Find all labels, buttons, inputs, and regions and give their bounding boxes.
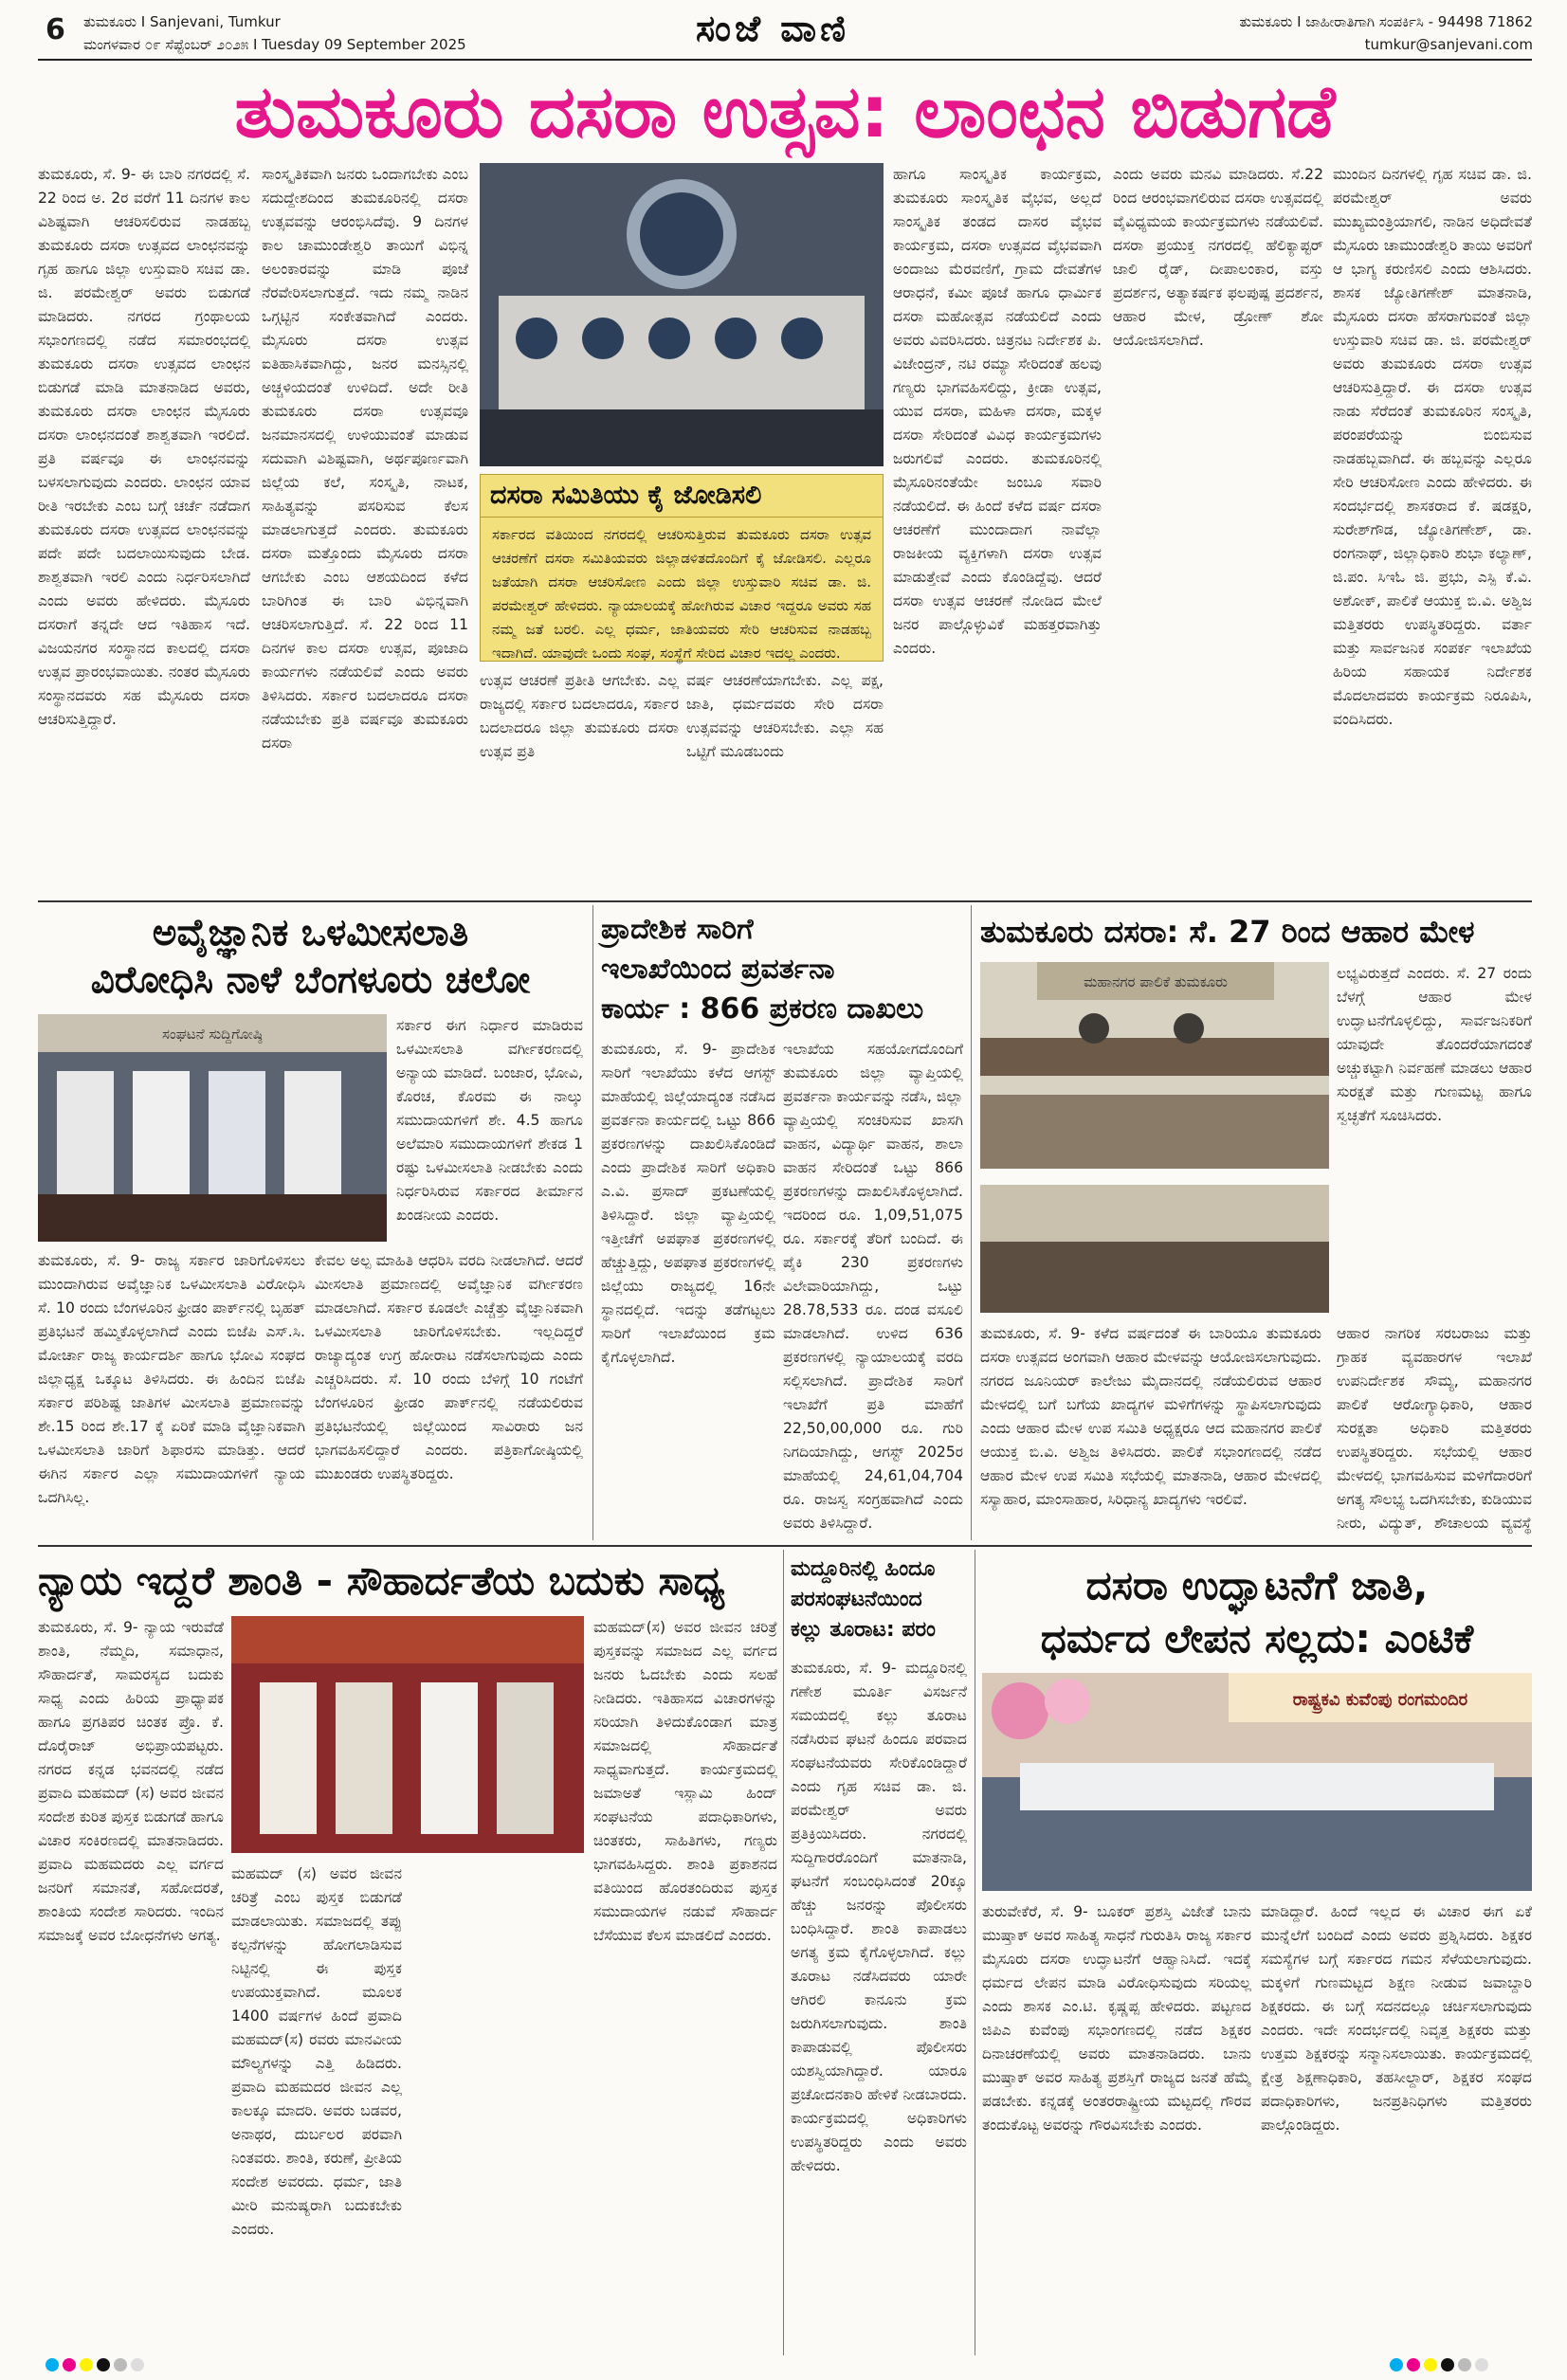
color-registration-right [1390, 2358, 1488, 2371]
story6-text: ತುಮಕೂರು, ಸೆ. 9- ಮದ್ದೂರಿನಲ್ಲಿ ಗಣೇಶ ಮೂರ್ತಿ ವಿಸರ್ಜನೆ ಸಮಯದಲ್ಲಿ ಕಲ್ಲು ತೂರಾಟ ನಡೆಸಿರುವ ಘಟನೆ ಹಿಂದೂ ಪರವಾದ ಸಂಘಟನೆಯವರು ಸೇರಿಕೊಂಡಿದ್ದಾರೆ ಎಂದು ಗೃಹ ಸಚಿವ ಡಾ. ಜಿ. ಪರಮೇಶ್ವರ್ ಅವರು ಪ್ರತಿಕ್ರಿಯಿಸಿದರು. ನಗರದಲ್ಲಿ ಸುದ್ದಿಗಾರರೊಂದಿಗೆ ಮಾತನಾಡಿ, ಘಟನೆಗೆ ಸಂಬಂಧಿಸಿದಂತೆ 20ಕ್ಕೂ ಹೆಚ್ಚು ಜನರನ್ನು ಪೊಲೀಸರು ಬಂಧಿಸಿದ್ದಾರೆ. ಶಾಂತಿ ಕಾಪಾಡಲು ಅಗತ್ಯ ಕ್ರಮ ಕೈಗೊಳ್ಳಲಾಗಿದೆ. ಕಲ್ಲು ತೂರಾಟ ನಡೆಸಿದವರು ಯಾರೇ ಆಗಿರಲಿ ಕಾನೂನು ಕ್ರಮ ಜರುಗಿಸಲಾಗುವುದು. ಶಾಂತಿ ಕಾಪಾಡುವಲ್ಲಿ ಪೊಲೀಸರು ಯಶಸ್ವಿಯಾಗಿದ್ದಾರೆ. ಯಾರೂ ಪ್ರಚೋದನಕಾರಿ ಹೇಳಿಕೆ ನೀಡಬಾರದು. ಕಾರ್ಯಕ್ರಮದಲ್ಲಿ ಅಧಿಕಾರಿಗಳು ಉಪಸ್ಥಿತರಿದ್ದರು ಎಂದು ಅವರು ಹೇಳಿದರು. [791, 1660, 967, 2174]
story6-headline [791, 1554, 971, 1645]
story5-text-mid-2 [410, 1862, 584, 2351]
story7-text-right: ಮಾಡಿದ್ದಾರೆ. ಹಿಂದೆ ಇಲ್ಲದ ಈ ವಿಚಾರ ಈಗ ಏಕೆ ಮುನ್ನೆಲೆಗೆ ಬಂದಿದೆ ಎಂದು ಅವರು ಪ್ರಶ್ನಿಸಿದರು. ಶಿಕ್ಷಕರ ಸಮಸ್ಯೆಗಳ ಬಗ್ಗೆ ಸರ್ಕಾರದ ಗಮನ ಸೆಳೆಯಲಾಗುವುದು. ಮಕ್ಕಳಿಗೆ ಗುಣಮಟ್ಟದ ಶಿಕ್ಷಣ ನೀಡುವ ಜವಾಬ್ದಾರಿ ಶಿಕ್ಷಕರದು. ಈ ಬಗ್ಗೆ ಸದನದಲ್ಲೂ ಚರ್ಚಿಸಲಾಗುವುದು ಎಂದರು. ಇದೇ ಸಂದರ್ಭದಲ್ಲಿ ನಿವೃತ್ತ ಶಿಕ್ಷಕರು ಮತ್ತು ಉತ್ತಮ ಶಿಕ್ಷಕರನ್ನು ಸನ್ಮಾನಿಸಲಾಯಿತು. ಕಾರ್ಯಕ್ರಮದಲ್ಲಿ ಕ್ಷೇತ್ರ ಶಿಕ್ಷಣಾಧಿಕಾರಿ, ತಹಸೀಲ್ದಾರ್, ಶಿಕ್ಷಕರ ಸಂಘದ ಪದಾಧಿಕಾರಿಗಳು, ಜನಪ್ರತಿನಿಧಿಗಳು ಮತ್ತಿತರರು ಪಾಲ್ಗೊಂಡಿದ್ದರು. [1261, 1903, 1532, 2134]
story7-headline-line2: ಧರ್ಮದ ಲೇಪನ ಸಲ್ಲದು: ಎಂಟಿಕೆ [1040, 1615, 1474, 1662]
story2-headline [38, 910, 583, 1005]
story4-photo [980, 962, 1329, 1169]
story6-headline-line2: ಪರಸಂಘಟನೆಯಿಂದ [791, 1588, 922, 1611]
story7-headline-line1: ದಸರಾ ಉದ್ಘಾಟನೆಗೆ ಜಾತಿ, [1085, 1562, 1429, 1608]
column-rule-3 [783, 1550, 784, 2355]
story4-headline: ತುಮಕೂರು ದಸರಾ: ಸೆ. 27 ರಿಂದ ಆಹಾರ ಮೇಳ [980, 914, 1475, 950]
date-line: ಮಂಗಳವಾರ ೦೯ ಸೆಪ್ಟೆಂಬರ್ ೨೦೨೫ I Tuesday 09 September 2025 [83, 36, 466, 53]
column-rule-1 [592, 905, 593, 1540]
story3-text-left: ತುಮಕೂರು, ಸೆ. 9- ಪ್ರಾದೇಶಿಕ ಸಾರಿಗೆ ಇಲಾಖೆಯು ಕಳೆದ ಆಗಸ್ಟ್ ಮಾಹೆಯಲ್ಲಿ ಜಿಲ್ಲೆಯಾದ್ಯಂತ ನಡೆಸಿದ ಪ್ರವರ್ತನಾ ಕಾರ್ಯದಲ್ಲಿ ಒಟ್ಟು 866 ಪ್ರಕರಣಗಳನ್ನು ದಾಖಲಿಸಿಕೊಂಡಿದೆ ಎಂದು ಪ್ರಾದೇಶಿಕ ಸಾರಿಗೆ ಅಧಿಕಾರಿ ಎ.ವಿ. ಪ್ರಸಾದ್ ಪ್ರಕಟಣೆಯಲ್ಲಿ ತಿಳಿಸಿದ್ದಾರೆ. ಜಿಲ್ಲಾ ವ್ಯಾಪ್ತಿಯಲ್ಲಿ ಇತ್ತೀಚೆಗೆ ಅಪಘಾತ ಪ್ರಕರಣಗಳಲ್ಲಿ ಹೆಚ್ಚುತ್ತಿದ್ದು, ಅಪಘಾತ ಪ್ರಕರಣಗಳಲ್ಲಿ ಜಿಲ್ಲೆಯು ರಾಜ್ಯದಲ್ಲಿ 16ನೇ ಸ್ಥಾನದಲ್ಲಿದೆ. ಇದನ್ನು ತಡೆಗಟ್ಟಲು ಸಾರಿಗೆ ಇಲಾಖೆಯಿಂದ ಕ್ರಮ ಕೈಗೊಳ್ಳಲಾಗಿದೆ. [601, 1041, 775, 1366]
story6-headline-line3: ಕಲ್ಲು ತೂರಾಟ: ಪರಂ [791, 1618, 936, 1642]
story4-text-right: ಆಹಾರ ನಾಗರಿಕ ಸರಬರಾಜು ಮತ್ತು ಗ್ರಾಹಕ ವ್ಯವಹಾರಗಳ ಇಲಾಖೆ ಉಪನಿರ್ದೇಶಕ ಸೌಮ್ಯ, ಮಹಾನಗರ ಪಾಲಿಕೆ ಆರೋಗ್ಯಾಧಿಕಾರಿ, ಆಹಾರ ಸುರಕ್ಷತಾ ಅಧಿಕಾರಿ ಮತ್ತಿತರರು ಉಪಸ್ಥಿತರಿದ್ದರು. ಸಭೆಯಲ್ಲಿ ಆಹಾರ ಮೇಳದಲ್ಲಿ ಭಾಗವಹಿಸುವ ಮಳಿಗೆದಾರರಿಗೆ ಅಗತ್ಯ ಸೌಲಭ್ಯ ಒದಗಿಸಬೇಕು, ಕುಡಿಯುವ ನೀರು, ವಿದ್ಯುತ್, ಶೌಚಾಲಯ ವ್ಯವಸ್ಥೆ [1337, 1325, 1532, 1532]
held-logo-2 [582, 318, 624, 359]
committee-meeting-photo [980, 1185, 1329, 1313]
story2-text-mid: ಕೇವಲ ಅಲ್ಪ ಮಾಹಿತಿ ಆಧರಿಸಿ ವರದಿ ನೀಡಲಾಗಿದೆ. ಆದರೆ ಮೀಸಲಾತಿ ಪ್ರಮಾಣದಲ್ಲಿ ಅವೈಜ್ಞಾನಿಕ ವರ್ಗೀಕರಣ ಮಾಡಲಾಗಿದೆ. ಸರ್ಕಾರ ಕೂಡಲೇ ಎಚ್ಚೆತ್ತು ವೈಜ್ಞಾನಿಕವಾಗಿ ಒಳಮೀಸಲಾತಿ ಜಾರಿಗೊಳಿಸಬೇಕು. ಇಲ್ಲದಿದ್ದರೆ ರಾಜ್ಯಾದ್ಯಂತ ಉಗ್ರ ಹೋರಾಟ ನಡೆಸಲಾಗುವುದು ಎಂದು ಎಚ್ಚರಿಸಿದರು. ಸೆ. 10 ರಂದು ಬೆಳಿಗ್ಗೆ 10 ಗಂಟೆಗೆ ಬೆಂಗಳೂರಿನ ಫ್ರೀಡಂ ಪಾರ್ಕ್‍ನಲ್ಲಿ ನಡೆಯಲಿರುವ ಪ್ರತಿಭಟನೆಯಲ್ಲಿ ಜಿಲ್ಲೆಯಿಂದ ಸಾವಿರಾರು ಜನ ಭಾಗವಹಿಸಲಿದ್ದಾರೆ ಎಂದರು. ಪತ್ರಿಕಾಗೋಷ್ಠಿಯಲ್ಲಿ ಮುಖಂಡರು ಉಪಸ್ಥಿತರಿದ್ದರು. [315, 1252, 583, 1482]
story3-headline-line1: ಪ್ರಾದೇಶಿಕ ಸಾರಿಗೆ [601, 913, 754, 946]
held-logo-1 [516, 318, 557, 359]
story4-photo-banner: ಮಹಾನಗರ ಪಾಲಿಕೆ ತುಮಕೂರು [1084, 973, 1228, 990]
story4-text-top: ಲಭ್ಯವಿರುತ್ತದೆ ಎಂದರು. ಸೆ. 27 ರಂದು ಬೆಳಗ್ಗೆ ಆಹಾರ ಮೇಳ ಉದ್ಘಾಟನೆಗೊಳ್ಳಲಿದ್ದು, ಸಾರ್ವಜನಿಕರಿಗೆ ಯಾವುದೇ ತೊಂದರೆಯಾಗದಂತೆ ಅಚ್ಚುಕಟ್ಟಾಗಿ ನಿರ್ವಹಣೆ ಮಾಡಲು ಆಹಾರ ಸುರಕ್ಷತೆ ಮತ್ತು ಗುಣಮಟ್ಟ ಹಾಗೂ ಸ್ವಚ್ಛತೆಗೆ ಸೂಚಿಸಿದರು. [1337, 965, 1532, 1124]
story3-headline-line2: ಇಲಾಖೆಯಿಂದ ಪ್ರವರ್ತನಾ [601, 953, 835, 986]
story6-headline-line1: ಮದ್ದೂರಿನಲ್ಲಿ ಹಿಂದೂ [791, 1557, 936, 1581]
column-rule-2 [971, 905, 972, 1540]
story3-headline [601, 910, 965, 1029]
story7-photo-banner: ರಾಷ್ಟ್ರಕವಿ ಕುವೆಂಪು ರಂಗಮಂದಿರ [1292, 1690, 1468, 1710]
edition-line: ತುಮಕೂರು I Sanjevani, Tumkur [83, 13, 281, 30]
story4-photo-2 [980, 1185, 1329, 1313]
color-registration-left [46, 2358, 144, 2371]
newspaper-logo: ಸಂಜೆ ವಾಣಿ [695, 8, 849, 49]
book-release-photo [231, 1616, 584, 1853]
story7-text-left: ತುರುವೇಕೆರೆ, ಸೆ. 9- ಬೂಕರ್ ಪ್ರಶಸ್ತಿ ವಿಜೇತೆ ಬಾನು ಮುಷ್ತಾಕ್ ಅವರ ಸಾಹಿತ್ಯ ಸಾಧನೆ ಗುರುತಿಸಿ ರಾಜ್ಯ ಸರ್ಕಾರ ಮೈಸೂರು ದಸರಾ ಉದ್ಘಾಟನೆಗೆ ಆಹ್ವಾನಿಸಿದೆ. ಇದಕ್ಕೆ ಧರ್ಮದ ಲೇಪನ ಮಾಡಿ ವಿರೋಧಿಸುವುದು ಸರಿಯಲ್ಲ ಎಂದು ಶಾಸಕ ಎಂ.ಟಿ. ಕೃಷ್ಣಪ್ಪ ಹೇಳಿದರು. ಪಟ್ಟಣದ ಜಿಪಿಎ ಕುವೆಂಪು ಸಭಾಂಗಣದಲ್ಲಿ ನಡೆದ ಶಿಕ್ಷಕರ ದಿನಾಚರಣೆಯಲ್ಲಿ ಅವರು ಮಾತನಾಡಿದರು. ಬಾನು ಮುಷ್ತಾಕ್ ಅವರ ಸಾಹಿತ್ಯ ಪ್ರಶಸ್ತಿಗೆ ರಾಜ್ಯದ ಜನತೆ ಹೆಮ್ಮೆ ಪಡಬೇಕು. ಕನ್ನಡಕ್ಕೆ ಅಂತರರಾಷ್ಟ್ರೀಯ ಮಟ್ಟದಲ್ಲಿ ಗೌರವ ತಂದುಕೊಟ್ಟ ಅವರನ್ನು ಗೌರವಿಸಬೇಕು ಎಂದರು. [982, 1903, 1251, 2134]
held-logo-5 [781, 318, 823, 359]
story2-photo [38, 1014, 387, 1242]
main-story-col1: ತುಮಕೂರು, ಸೆ. 9- ಈ ಬಾರಿ ನಗರದಲ್ಲಿ ಸೆ. 22 ರಿಂದ ಅ. 2ರ ವರೆಗೆ 11 ದಿನಗಳ ಕಾಲ ವಿಶಿಷ್ಟವಾಗಿ ಆಚರಿಸಲಿರುವ ನಾಡಹಬ್ಬ ತುಮಕೂರು ದಸರಾ ಉತ್ಸವದ ಲಾಂಛನವನ್ನು ಗೃಹ ಹಾಗೂ ಜಿಲ್ಲಾ ಉಸ್ತುವಾರಿ ಸಚಿವ ಡಾ. ಜಿ. ಪರಮೇಶ್ವರ್ ಅವರು ಬಿಡುಗಡೆ ಮಾಡಿದರು. ನಗರದ ಗ್ರಂಥಾಲಯ ಸಭಾಂಗಣದಲ್ಲಿ ನಡೆದ ಸಮಾರಂಭದಲ್ಲಿ ತುಮಕೂರು ದಸರಾ ಉತ್ಸವದ ಲಾಂಛನ ಬಿಡುಗಡೆ ಮಾಡಿ ಮಾತನಾಡಿದ ಅವರು, ತುಮಕೂರು ದಸರಾ ಲಾಂಛನ ಮೈಸೂರು ದಸರಾ ಲಾಂಛನದಂತೆ ಶಾಶ್ವತವಾಗಿ ಇರಲಿದೆ. ಪ್ರತಿ ವರ್ಷವೂ ಈ ಲಾಂಛನವನ್ನು ಬಳಸಲಾಗುವುದು ಎಂದರು. ಲಾಂಛನ ಯಾವ ರೀತಿ ಇರಬೇಕು ಎಂಬ ಬಗ್ಗೆ ಚರ್ಚೆ ನಡೆದಾಗ ತುಮಕೂರು ದಸರಾ ಉತ್ಸವದ ಲಾಂಛನವನ್ನು ಪದೇ ಪದೇ ಬದಲಾಯಿಸುವುದು ಬೇಡ. ಶಾಶ್ವತವಾಗಿ ಇರಲಿ ಎಂದು ನಿರ್ಧರಿಸಲಾಗಿದೆ ಎಂದು ಅವರು ಹೇಳಿದರು. ಮೈಸೂರು ದಸರಾಗೆ ತನ್ನದೇ ಆದ ಇತಿಹಾಸ ಇದೆ. ವಿಜಯನಗರ ಸಂಸ್ಥಾನದ ಕಾಲದಲ್ಲಿ ದಸರಾ ಉತ್ಸವ ಪ್ರಾರಂಭವಾಯಿತು. ನಂತರ ಮೈಸೂರು ಸಂಸ್ಥಾನದವರು ಸಹ ಮೈಸೂರು ದಸರಾ ಆಚರಿಸುತ್ತಿದ್ದಾರೆ. [38, 166, 250, 728]
contact-line: ತುಮಕೂರು I ಜಾಹೀರಾತಿಗಾಗಿ ಸಂಪರ್ಕಿಸಿ - 94498 71862 [1239, 13, 1533, 30]
story2-photo-banner: ಸಂಘಟನೆ ಸುದ್ದಿಗೋಷ್ಠಿ [162, 1026, 263, 1043]
main-story-bottom-col3: ವರ್ಷ ಆಚರಣೆಯಾಗಬೇಕು. ಎಲ್ಲ ಪಕ್ಷ, ಜಾತಿ, ಧರ್ಮದವರು ಸೇರಿ ದಸರಾ ಉತ್ಸವವನ್ನು ಆಚರಿಸಬೇಕು. ಎಲ್ಲಾ ಸಹ ಒಟ್ಟಿಗೆ ಮೂಡಬಂದು [686, 672, 884, 760]
story7-headline [982, 1559, 1532, 1665]
held-logo-3 [648, 318, 690, 359]
main-story-col2: ಸಾಂಸ್ಕೃತಿಕವಾಗಿ ಜನರು ಒಂದಾಗಬೇಕು ಎಂಬ ಸದುದ್ದೇಶದಿಂದ ತುಮಕೂರಿನಲ್ಲಿ ದಸರಾ ಉತ್ಸವವನ್ನು ಆರಂಭಿಸಿದೆವು. 9 ದಿನಗಳ ಕಾಲ ಚಾಮುಂಡೇಶ್ವರಿ ತಾಯಿಗೆ ವಿಭಿನ್ನ ಅಲಂಕಾರವನ್ನು ಮಾಡಿ ಪೂಜೆ ನೆರವೇರಿಸಲಾಗುತ್ತದೆ. ಇದು ನಮ್ಮ ನಾಡಿನ ಒಗ್ಗಟ್ಟಿನ ಸಂಕೇತವಾಗಿದೆ ಎಂದರು. ಮೈಸೂರು ದಸರಾ ಉತ್ಸವ ಐತಿಹಾಸಿಕವಾಗಿದ್ದು, ಜನರ ಮನಸ್ಸಿನಲ್ಲಿ ಅಚ್ಚಳಿಯದಂತೆ ಉಳಿದಿದೆ. ಅದೇ ರೀತಿ ತುಮಕೂರು ದಸರಾ ಉತ್ಸವವೂ ಜನಮಾನಸದಲ್ಲಿ ಉಳಿಯುವಂತೆ ಮಾಡುವ ಸದುವಾಗಿ ವಿಶಿಷ್ಟವಾಗಿ, ಅರ್ಥಪೂರ್ಣವಾಗಿ ಜಿಲ್ಲೆಯ ಕಲೆ, ಸಂಸ್ಕೃತಿ, ನಾಟಕ, ಸಾಹಿತ್ಯವನ್ನು ಪಸರಿಸುವ ಕೆಲಸ ಮಾಡಲಾಗುತ್ತದೆ ಎಂದರು. ತುಮಕೂರು ದಸರಾ ಮತ್ತೊಂದು ಮೈಸೂರು ದಸರಾ ಆಗಬೇಕು ಎಂಬ ಆಶಯದಿಂದ ಕಳೆದ ಬಾರಿಗಿಂತ ಈ ಬಾರಿ ವಿಭಿನ್ನವಾಗಿ ಆಚರಿಸಲಾಗುತ್ತಿದೆ. ಸೆ. 22 ರಿಂದ 11 ದಿನಗಳ ಕಾಲ ದಸರಾ ಉತ್ಸವ, ಪೂಜಾದಿ ಕಾರ್ಯಗಳು ನಡೆಯಲಿವೆ ಎಂದು ಅವರು ತಿಳಿಸಿದರು. ಸರ್ಕಾರ ಬದಲಾದರೂ ದಸರಾ ನಡೆಯಬೇಕು ಪ್ರತಿ ವರ್ಷವೂ ತುಮಕೂರು ದಸರಾ [262, 166, 468, 752]
story7-photo [982, 1673, 1532, 1891]
page-number: 6 [46, 13, 65, 46]
main-headline: ತುಮಕೂರು ದಸರಾ ಉತ್ಸವ: ಲಾಂಛನ ಬಿಡುಗಡೆ [234, 69, 1336, 154]
main-story-col4: ಮುಂದಿನ ದಿನಗಳಲ್ಲಿ ಗೃಹ ಸಚಿವ ಡಾ. ಜಿ. ಪರಮೇಶ್ವರ್ ಅವರು ಮುಖ್ಯಮಂತ್ರಿಯಾಗಲಿ, ನಾಡಿನ ಅಧಿದೇವತೆ ಮೈಸೂರು ಚಾಮುಂಡೇಶ್ವರಿ ತಾಯಿ ಅವರಿಗೆ ಆ ಭಾಗ್ಯ ಕರುಣಿಸಲಿ ಎಂದು ಆಶಿಸಿದರು. ಶಾಸಕ ಜ್ಯೋತಿಗಣೇಶ್ ಮಾತನಾಡಿ, ಮೈಸೂರು ದಸರಾ ಹೆಸರಾಗುವಂತೆ ಜಿಲ್ಲಾ ಉಸ್ತುವಾರಿ ಸಚಿವ ಡಾ. ಜಿ. ಪರಮೇಶ್ವರ್ ಅವರು ತುಮಕೂರು ದಸರಾ ಉತ್ಸವ ಆಚರಿಸುತ್ತಿದ್ದಾರೆ. ಈ ದಸರಾ ಉತ್ಸವ ನಾಡು ಸೆರೆದಂತೆ ತುಮಕೂರಿನ ಸಂಸ್ಕೃತಿ, ಪರಂಪರೆಯನ್ನು ಬಿಂಬಿಸುವ ನಾಡಹಬ್ಬವಾಗಿದೆ. ಈ ಹಬ್ಬವನ್ನು ಎಲ್ಲರೂ ಸೇರಿ ಆಚರಿಸೋಣ ಎಂದು ಹೇಳಿದರು. ಈ ಸಂದರ್ಭದಲ್ಲಿ ಶಾಸಕರಾದ ಕೆ. ಷಡಕ್ಷರಿ, ಸುರೇಶ್‍ಗೌಡ, ಜ್ಯೋತಿಗಣೇಶ್, ಡಾ. ರಂಗನಾಥ್, ಜಿಲ್ಲಾಧಿಕಾರಿ ಶುಭಾ ಕಲ್ಯಾಣ್, ಜಿ.ಪಂ. ಸಿಇಓ ಜಿ. ಪ್ರಭು, ಎಸ್ಪಿ ಕೆ.ವಿ. ಅಶೋಕ್, ಪಾಲಿಕೆ ಆಯುಕ್ತ ಬಿ.ವಿ. ಅಶ್ವಿಜ ಮತ್ತಿತರರು ಉಪಸ್ಥಿತರಿದ್ದರು. ವರ್ತಾ ಮತ್ತು ಸಾರ್ವಜನಿಕ ಸಂಪರ್ಕ ಇಲಾಖೆಯ ಹಿರಿಯ ಸಹಾಯಕ ನಿರ್ದೇಶಕ ಮೊದಲಾದವರು ಕಾರ್ಯಕ್ರಮ ನಿರೂಪಿಸಿ, ವಂದಿಸಿದರು. [1333, 166, 1532, 728]
held-logo-4 [715, 318, 756, 359]
teachers-day-photo [982, 1673, 1532, 1891]
story2-headline-line2: ವಿರೋಧಿಸಿ ನಾಳೆ ಬೆಂಗಳೂರು ಚಲೋ [90, 959, 531, 1002]
story5-text-mid: ಮಹಮದ್ (ಸ) ಅವರ ಜೀವನ ಚರಿತ್ರೆ ಎಂಬ ಪುಸ್ತಕ ಬಿಡುಗಡೆ ಮಾಡಲಾಯಿತು. ಸಮಾಜದಲ್ಲಿ ತಪ್ಪು ಕಲ್ಪನೆಗಳನ್ನು ಹೋಗಲಾಡಿಸುವ ನಿಟ್ಟಿನಲ್ಲಿ ಈ ಪುಸ್ತಕ ಉಪಯುಕ್ತವಾಗಿದೆ. ಮೂಲಕ 1400 ವರ್ಷಗಳ ಹಿಂದೆ ಪ್ರವಾದಿ ಮಹಮದ್(ಸ) ರವರು ಮಾನವೀಯ ಮೌಲ್ಯಗಳನ್ನು ಎತ್ತಿ ಹಿಡಿದರು. ಪ್ರವಾದಿ ಮಹಮದರ ಜೀವನ ಎಲ್ಲ ಕಾಲಕ್ಕೂ ಮಾದರಿ. ಅವರು ಬಡವರ, ಅನಾಥರ, ದುರ್ಬಲರ ಪರವಾಗಿ ನಿಂತವರು. ಶಾಂತಿ, ಕರುಣೆ, ಪ್ರೀತಿಯ ಸಂದೇಶ ಅವರದು. ಧರ್ಮ, ಜಾತಿ ಮೀರಿ ಮನುಷ್ಯರಾಗಿ ಬದುಕಬೇಕು ಎಂದರು. [231, 1865, 402, 2238]
story5-text-left: ತುಮಕೂರು, ಸೆ. 9- ನ್ಯಾಯ ಇರುವೆಡೆ ಶಾಂತಿ, ನೆಮ್ಮದಿ, ಸಮಾಧಾನ, ಸೌಹಾರ್ದತೆ, ಸಾಮರಸ್ಯದ ಬದುಕು ಸಾಧ್ಯ ಎಂದು ಹಿರಿಯ ಪ್ರಾಧ್ಯಾಪಕ ಹಾಗೂ ಪ್ರಗತಿಪರ ಚಿಂತಕ ಪ್ರೊ. ಕೆ. ದೊರೈರಾಜ್ ಅಭಿಪ್ರಾಯಪಟ್ಟರು. ನಗರದ ಕನ್ನಡ ಭವನದಲ್ಲಿ ನಡೆದ ಪ್ರವಾದಿ ಮಹಮದ್ (ಸ) ಅವರ ಜೀವನ ಸಂದೇಶ ಕುರಿತ ಪುಸ್ತಕ ಬಿಡುಗಡೆ ಹಾಗೂ ವಿಚಾರ ಸಂಕಿರಣದಲ್ಲಿ ಮಾತನಾಡಿದರು. ಪ್ರವಾದಿ ಮಹಮದರು ಎಲ್ಲ ವರ್ಗದ ಜನರಿಗೆ ಸಮಾನತೆ, ಸಹೋದರತೆ, ಶಾಂತಿಯ ಸಂದೇಶ ಸಾರಿದರು. ಇಂದಿನ ಸಮಾಜಕ್ಕೆ ಅವರ ಬೋಧನೆಗಳು ಅಗತ್ಯ. [38, 1619, 224, 1944]
main-story-bottom-col4: ಎಂದು ಅವರು ಮನವಿ ಮಾಡಿದರು. ಸೆ.22 ರಿಂದ ಆರಂಭವಾಗಲಿರುವ ದಸರಾ ಉತ್ಸವದಲ್ಲಿ ವೈವಿಧ್ಯಮಯ ಕಾರ್ಯಕ್ರಮಗಳು ನಡೆಯಲಿವೆ. ದಸರಾ ಪ್ರಯುಕ್ತ ನಗರದಲ್ಲಿ ಹೆಲಿಕ್ಯಾಪ್ಟರ್ ಜಾಲಿ ರೈಡ್, ದೀಪಾಲಂಕಾರ, ವಸ್ತು ಪ್ರದರ್ಶನ, ಅತ್ಯಾಕರ್ಷಕ ಫಲಪುಷ್ಪ ಪ್ರದರ್ಶನ, ಆಹಾರ ಮೇಳ, ಡ್ರೋಣ್ ಶೋ ಆಯೋಜಿಸಲಾಗಿದೆ. [1113, 166, 1323, 349]
caption-title: ದಸರಾ ಸಮಿತಿಯು ಕೈ ಜೋಡಿಸಲಿ [481, 475, 883, 518]
story5-text-right: ಮಹಮದ್(ಸ) ಅವರ ಜೀವನ ಚರಿತ್ರೆ ಪುಸ್ತಕವನ್ನು ಸಮಾಜದ ಎಲ್ಲ ವರ್ಗದ ಜನರು ಓದಬೇಕು ಎಂದು ಸಲಹೆ ನೀಡಿದರು. ಇತಿಹಾಸದ ವಿಚಾರಗಳನ್ನು ಸರಿಯಾಗಿ ತಿಳಿದುಕೊಂಡಾಗ ಮಾತ್ರ ಸಮಾಜದಲ್ಲಿ ಸೌಹಾರ್ದತೆ ಸಾಧ್ಯವಾಗುತ್ತದೆ. ಕಾರ್ಯಕ್ರಮದಲ್ಲಿ ಜಮಾಅತೆ ಇಸ್ಲಾಮಿ ಹಿಂದ್ ಸಂಘಟನೆಯ ಪದಾಧಿಕಾರಿಗಳು, ಚಿಂತಕರು, ಸಾಹಿತಿಗಳು, ಗಣ್ಯರು ಭಾಗವಹಿಸಿದ್ದರು. ಶಾಂತಿ ಪ್ರಕಾಶನದ ವತಿಯಿಂದ ಹೊರತಂದಿರುವ ಪುಸ್ತಕ ಸಮುದಾಯಗಳ ನಡುವೆ ಸೌಹಾರ್ದ ಬೆಸೆಯುವ ಕೆಲಸ ಮಾಡಲಿದೆ ಎಂದರು. [593, 1619, 777, 1944]
story2-text-right: ಸರ್ಕಾರ ಈಗ ನಿರ್ಧಾರ ಮಾಡಿರುವ ಒಳಮೀಸಲಾತಿ ವರ್ಗೀಕರಣದಲ್ಲಿ ಅನ್ಯಾಯ ಮಾಡಿದೆ. ಬಂಜಾರ, ಭೋವಿ, ಕೊರಚ, ಕೊರಮ ಈ ನಾಲ್ಕು ಸಮುದಾಯಗಳಿಗೆ ಶೇ. 4.5 ಹಾಗೂ ಅಲೆಮಾರಿ ಸಮುದಾಯಗಳಿಗೆ ಶೇಕಡ 1 ರಷ್ಟು ಒಳಮೀಸಲಾತಿ ನೀಡಬೇಕು ಎಂದು ನಿರ್ಧರಿಸಿರುವ ಸರ್ಕಾರದ ತೀರ್ಮಾನ ಖಂಡನೀಯ ಎಂದರು. [396, 1017, 583, 1224]
main-photo [480, 163, 884, 466]
story3-text-right: ಇಲಾಖೆಯ ಸಹಯೋಗದೊಂದಿಗೆ ತುಮಕೂರು ಜಿಲ್ಲಾ ವ್ಯಾಪ್ತಿಯಲ್ಲಿ ಪ್ರವರ್ತನಾ ಕಾರ್ಯವನ್ನು ನಡೆಸಿ, ಜಿಲ್ಲಾ ವ್ಯಾಪ್ತಿಯಲ್ಲಿ ಸಂಚರಿಸುವ ಖಾಸಗಿ ವಾಹನ, ವಿದ್ಯಾರ್ಥಿ ವಾಹನ, ಶಾಲಾ ವಾಹನ ಸೇರಿದಂತೆ ಒಟ್ಟು 866 ಪ್ರಕರಣಗಳನ್ನು ದಾಖಲಿಸಿಕೊಳ್ಳಲಾಗಿದೆ. ಇದರಿಂದ ರೂ. 1,09,51,075 ರೂ. ಸರ್ಕಾರಕ್ಕೆ ತೆರಿಗೆ ಬಂದಿದೆ. ಈ ಪೈಕಿ 230 ಪ್ರಕರಣಗಳು ವಿಲೇವಾರಿಯಾಗಿದ್ದು, ಒಟ್ಟು 28.78,533 ರೂ. ದಂಡ ವಸೂಲಿ ಮಾಡಲಾಗಿದೆ. ಉಳಿದ 636 ಪ್ರಕರಣಗಳಲ್ಲಿ ನ್ಯಾಯಾಲಯಕ್ಕೆ ವರದಿ ಸಲ್ಲಿಸಲಾಗಿದೆ. ಪ್ರಾದೇಶಿಕ ಸಾರಿಗೆ ಇಲಾಖೆಗೆ ಪ್ರತಿ ಮಾಹೆಗೆ 22,50,00,000 ರೂ. ಗುರಿ ನಿಗದಿಯಾಗಿದ್ದು, ಆಗಸ್ಟ್ 2025ರ ಮಾಹೆಯಲ್ಲಿ 24,61,04,704 ರೂ. ರಾಜಸ್ವ ಸಂಗ್ರಹವಾಗಿದೆ ಎಂದು ಅವರು ತಿಳಿಸಿದ್ದಾರೆ. [783, 1041, 963, 1532]
story5-photo [231, 1616, 584, 1853]
story3-headline-line3: ಕಾರ್ಯ : 866 ಪ್ರಕರಣ ದಾಖಲು [601, 992, 924, 1026]
main-story-col3: ಹಾಗೂ ಸಾಂಸ್ಕೃತಿಕ ಕಾರ್ಯಕ್ರಮ, ತುಮಕೂರು ಸಾಂಸ್ಕೃತಿಕ ವೈಭವ, ಅಲ್ಲದೆ ಸಾಂಸ್ಕೃತಿಕ ತಂಡದ ದಾಸರ ವೈಭವ ಕಾರ್ಯಕ್ರಮ, ದಸರಾ ಉತ್ಸವದ ವೈಭವವಾಗಿ ಅಂದಾಜು ಮೆರವಣಿಗೆ, ಗ್ರಾಮ ದೇವತೆಗಳ ಆರಾಧನೆ, ಕಮೀ ಪೂಜೆ ಹಾಗೂ ಧಾರ್ಮಿಕ ದಸರಾ ಮಹೋತ್ಸವ ನಡೆಯಲಿದೆ ಎಂದು ಅವರು ವಿವರಿಸಿದರು. ಚಿತ್ರನಟ ನಿರ್ದೇಶಕ ಪಿ. ವಿಜೇಂದ್ರನ್, ನಟಿ ರಮ್ಯಾ ಸೇರಿದಂತೆ ಹಲವು ಗಣ್ಯರು ಭಾಗವಹಿಸಲಿದ್ದು, ಕ್ರೀಡಾ ಉತ್ಸವ, ಯುವ ದಸರಾ, ಮಹಿಳಾ ದಸರಾ, ಮಕ್ಕಳ ದಸರಾ ಸೇರಿದಂತೆ ವಿವಿಧ ಕಾರ್ಯಕ್ರಮಗಳು ಜರುಗಲಿವೆ ಎಂದರು. ತುಮಕೂರಿನಲ್ಲಿ ಮೈಸೂರಿನಂತೆಯೇ ಜಂಬೂ ಸವಾರಿ ನಡೆಯಲಿದೆ. ಈ ಹಿಂದೆ ಕಳೆದ ವರ್ಷ ದಸರಾ ಆಚರಣೆಗೆ ಮುಂದಾದಾಗ ನಾವೆಲ್ಲಾ ರಾಜಕೀಯ ವ್ಯಕ್ತಿಗಳಾಗಿ ದಸರಾ ಉತ್ಸವ ಮಾಡುತ್ತೇವೆ ಎಂದು ಕೊಂಡಿದ್ದೆವು. ಆದರೆ ದಸರಾ ಉತ್ಸವ ಆಚರಣೆ ನೋಡಿದ ಮೇಲೆ ಜನರ ಪಾಲ್ಗೊಳ್ಳುವಿಕೆ ಮಹತ್ತರವಾಗಿತ್ತು ಎಂದರು. [893, 166, 1102, 657]
story2-text-left: ತುಮಕೂರು, ಸೆ. 9- ರಾಜ್ಯ ಸರ್ಕಾರ ಜಾರಿಗೊಳಿಸಲು ಮುಂದಾಗಿರುವ ಅವೈಜ್ಞಾನಿಕ ಒಳಮೀಸಲಾತಿ ವಿರೋಧಿಸಿ ಸೆ. 10 ರಂದು ಬೆಂಗಳೂರಿನ ಫ್ರೀಡಂ ಪಾರ್ಕ್‍ನಲ್ಲಿ ಬೃಹತ್ ಪ್ರತಿಭಟನೆ ಹಮ್ಮಿಕೊಳ್ಳಲಾಗಿದೆ ಎಂದು ಬಿಜೆಪಿ ಎಸ್.ಸಿ. ಮೋರ್ಚಾ ರಾಜ್ಯ ಕಾರ್ಯದರ್ಶಿ ಹಾಗೂ ಭೋವಿ ಸಂಘದ ಜಿಲ್ಲಾಧ್ಯಕ್ಷ ಒಕ್ಕೂಟ ತಿಳಿಸಿದರು. ಈ ಹಿಂದಿನ ಬಿಜೆಪಿ ಸರ್ಕಾರ ಪರಿಶಿಷ್ಟ ಜಾತಿಗಳ ಮೀಸಲಾತಿ ಪ್ರಮಾಣವನ್ನು ಶೇ.15 ರಿಂದ ಶೇ.17 ಕ್ಕೆ ಏರಿಕೆ ಮಾಡಿ ವೈಜ್ಞಾನಿಕವಾಗಿ ಒಳಮೀಸಲಾತಿ ಜಾರಿಗೆ ಶಿಫಾರಸು ಮಾಡಿತ್ತು. ಆದರೆ ಈಗಿನ ಸರ್ಕಾರ ಎಲ್ಲಾ ಸಮುದಾಯಗಳಿಗೆ ನ್ಯಾಯ ಒದಗಿಸಿಲ್ಲ. [38, 1252, 305, 1506]
logo-release-photo [480, 163, 884, 466]
masthead-rule [38, 59, 1532, 61]
story2-headline-line1: ಅವೈಜ್ಞಾನಿಕ ಒಳಮೀಸಲಾತಿ [152, 912, 469, 954]
story5-headline: ನ್ಯಾಯ ಇದ್ದರೆ ಶಾಂತಿ - ಸೌಹಾರ್ದತೆಯ ಬದುಕು ಸಾಧ್ಯ [38, 1557, 725, 1604]
story4-text-left: ತುಮಕೂರು, ಸೆ. 9- ಕಳೆದ ವರ್ಷದಂತೆ ಈ ಬಾರಿಯೂ ತುಮಕೂರು ದಸರಾ ಉತ್ಸವದ ಅಂಗವಾಗಿ ಆಹಾರ ಮೇಳವನ್ನು ಆಯೋಜಿಸಲಾಗುವುದು. ನಗರದ ಜೂನಿಯರ್ ಕಾಲೇಜು ಮೈದಾನದಲ್ಲಿ ನಡೆಯಲಿರುವ ಆಹಾರ ಮೇಳದಲ್ಲಿ ಬಗೆ ಬಗೆಯ ಖಾದ್ಯಗಳ ಮಳಿಗೆಗಳನ್ನು ಸ್ಥಾಪಿಸಲಾಗುವುದು ಎಂದು ಆಹಾರ ಮೇಳ ಉಪ ಸಮಿತಿ ಅಧ್ಯಕ್ಷರೂ ಆದ ಮಹಾನಗರ ಪಾಲಿಕೆ ಆಯುಕ್ತ ಬಿ.ವಿ. ಅಶ್ವಿಜ ತಿಳಿಸಿದರು. ಪಾಲಿಕೆ ಸಭಾಂಗಣದಲ್ಲಿ ನಡೆದ ಆಹಾರ ಮೇಳ ಉಪ ಸಮಿತಿ ಸಭೆಯಲ್ಲಿ ಮಾತನಾಡಿ, ಆಹಾರ ಮೇಳದಲ್ಲಿ ಸಸ್ಯಾಹಾರ, ಮಾಂಸಾಹಾರ, ಸಿರಿಧಾನ್ಯ ಖಾದ್ಯಗಳು ಇರಲಿವೆ. [980, 1325, 1321, 1508]
meeting-hall-photo [980, 962, 1329, 1169]
section-divider-2 [38, 1545, 1532, 1547]
section-divider-1 [38, 900, 1532, 902]
caption-text: ಸರ್ಕಾರದ ವತಿಯಿಂದ ನಗರದಲ್ಲಿ ಆಚರಿಸುತ್ತಿರುವ ತುಮಕೂರು ದಸರಾ ಉತ್ಸವ ಆಚರಣೆಗೆ ದಸರಾ ಸಮಿತಿಯವರು ಜಿಲ್ಲಾಡಳಿತದೊಂದಿಗೆ ಕೈ ಜೋಡಿಸಲಿ. ಎಲ್ಲರೂ ಜತೆಯಾಗಿ ದಸರಾ ಆಚರಿಸೋಣ ಎಂದು ಜಿಲ್ಲಾ ಉಸ್ತುವಾರಿ ಸಚಿವ ಡಾ. ಜಿ. ಪರಮೇಶ್ವರ್ ಹೇಳಿದರು. ನ್ಯಾಯಾಲಯಕ್ಕೆ ಹೋಗಿರುವ ವಿಚಾರ ಇದ್ದರೂ ಅವರು ಸಹ ನಮ್ಮ ಜತೆ ಬರಲಿ. ಎಲ್ಲ ಧರ್ಮ, ಜಾತಿಯವರು ಸೇರಿ ಆಚರಿಸುವ ನಾಡಹಬ್ಬ ಇದಾಗಿದೆ. ಯಾವುದೇ ಒಂದು ಸಂಘ, ಸಂಸ್ಥೆಗೆ ಸೇರಿದ ವಿಚಾರ ಇದಲ್ಲ ಎಂದರು. [492, 526, 871, 662]
press-meet-photo [38, 1014, 387, 1242]
contact-email: tumkur@sanjevani.com [1364, 36, 1533, 53]
main-story-bottom-col2: ಉತ್ಸವ ಆಚರಣೆ ಪ್ರತೀತಿ ಆಗಬೇಕು. ಎಲ್ಲ ರಾಜ್ಯದಲ್ಲಿ ಸರ್ಕಾರ ಬದಲಾದರೂ, ಸರ್ಕಾರ ಬದಲಾದರೂ ಜಿಲ್ಲಾ ತುಮಕೂರು ದಸರಾ ಉತ್ಸವ ಪ್ರತಿ [480, 672, 679, 760]
caption-box [480, 474, 884, 662]
